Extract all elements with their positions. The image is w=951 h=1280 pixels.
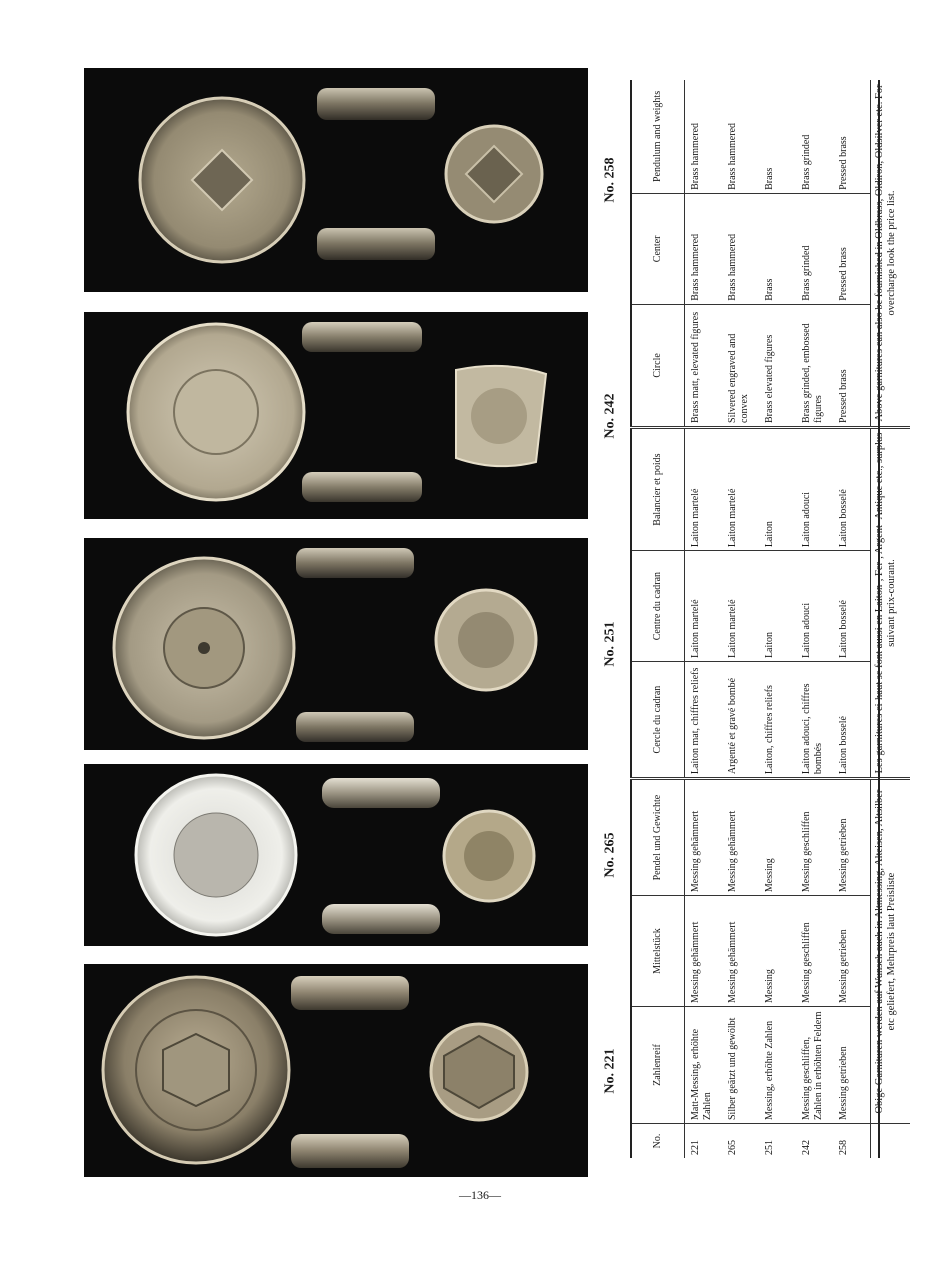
caption-242	[596, 312, 626, 519]
photo-221	[84, 964, 588, 1177]
cell-en-circle: Brass matt, elevated figures	[685, 304, 723, 427]
cell-de-pendulum: Messing gehämmert	[685, 779, 723, 896]
cell-en-pendulum: Brass grinded	[796, 80, 833, 193]
photo-258	[84, 68, 588, 292]
header-cercle: Cercle du cadran	[631, 662, 685, 779]
header-centre: Centre du cadran	[631, 551, 685, 662]
cell-de-center: Messing geschliffen	[796, 896, 833, 1007]
cell-no: 265	[727, 1140, 738, 1155]
cell-en-pendulum: Brass	[759, 80, 796, 193]
header-no: No.	[631, 1124, 685, 1158]
specification-table	[630, 80, 910, 1158]
cell-fr-pendulum: Laiton	[759, 427, 796, 550]
cell-en-circle: Brass elevated figures	[759, 304, 796, 427]
caption-265	[596, 764, 626, 946]
clock-dial-242-image	[84, 312, 588, 519]
note-english: Above garnitures can also be fournished in Oldbrass, Oldiron, Oldsilver etc. For overcharge look the price list.	[871, 80, 911, 427]
cell-de-circle: Messing getrieben	[833, 1006, 871, 1123]
specification-table-rotated	[630, 80, 898, 1158]
model-number-258: No. 258	[603, 157, 618, 203]
cell-en-center: Brass hammered	[722, 193, 759, 304]
cell-fr-circle: Laiton, chiffres reliefs	[759, 662, 796, 779]
page-number: —136—	[459, 1188, 501, 1202]
cell-de-circle: Messing geschliffen, Zahlen in erhöhten Feldern	[796, 1006, 833, 1123]
cell-de-center: Messing gehämmert	[722, 896, 759, 1007]
note-french: Les garnitures ci-haut se font aussi en Laiton-, Fer-, Argent- Antique etc., surplus suivant prix-courant.	[871, 427, 911, 778]
model-number-221: No. 221	[603, 1047, 618, 1094]
caption-221	[596, 964, 626, 1177]
clock-dial-265-image	[84, 764, 588, 946]
cell-fr-center: Laiton martelé	[722, 551, 759, 662]
cell-en-circle: Silvered engraved and convex	[722, 304, 759, 427]
cell-en-circle: Pressed brass	[833, 304, 871, 427]
cell-fr-pendulum: Laiton adouci	[796, 427, 833, 550]
cell-fr-center: Laiton adouci	[796, 551, 833, 662]
clock-dial-251-image	[84, 538, 588, 750]
cell-fr-pendulum: Laiton martelé	[685, 427, 723, 550]
header-zahlenreif: Zahlenreif	[631, 1006, 685, 1123]
cell-no: 221	[690, 1140, 701, 1155]
model-number-251: No. 251	[603, 621, 618, 667]
cell-de-center: Messing getrieben	[833, 896, 871, 1007]
cell-fr-circle: Laiton adouci, chiffres bombés	[796, 662, 833, 779]
cell-fr-circle: Laiton mat, chiffres reliefs	[685, 662, 723, 779]
header-circle: Circle	[631, 304, 685, 427]
cell-no: 258	[838, 1140, 849, 1155]
table-row	[722, 80, 759, 1158]
header-pendel: Pendel und Gewichte	[631, 779, 685, 896]
cell-en-pendulum: Brass hammered	[722, 80, 759, 193]
cell-fr-pendulum: Laiton bosselé	[833, 427, 871, 550]
cell-en-pendulum: Brass hammered	[685, 80, 723, 193]
caption-258	[596, 68, 626, 292]
cell-en-circle: Brass grinded, embossed figures	[796, 304, 833, 427]
cell-no: 251	[764, 1140, 775, 1155]
note-german: Obige Garnituren werden auf Wunsch auch in Altmessing, Alteisen, Altsilber etc geliefert, Mehrpreis laut Preisliste	[871, 779, 911, 1124]
header-pendulum: Pendulum and weights	[631, 80, 685, 193]
table-row	[796, 80, 833, 1158]
cell-no: 242	[801, 1140, 812, 1155]
photo-265	[84, 764, 588, 946]
cell-fr-center: Laiton bosselé	[833, 551, 871, 662]
table-row	[759, 80, 796, 1158]
table-row	[833, 80, 871, 1158]
cell-en-center: Brass grinded	[796, 193, 833, 304]
cell-de-circle: Messing, erhöhte Zahlen	[759, 1006, 796, 1123]
cell-en-pendulum: Pressed brass	[833, 80, 871, 193]
specification-table-wrapper	[630, 80, 898, 1158]
photo-251	[84, 538, 588, 750]
table-row	[685, 80, 723, 1158]
caption-251	[596, 538, 626, 750]
model-number-242: No. 242	[603, 392, 618, 439]
clock-dial-221-image	[84, 964, 588, 1177]
cell-en-center: Brass	[759, 193, 796, 304]
cell-de-circle: Silber geätzt und gewölbt	[722, 1006, 759, 1123]
table-header-row	[631, 80, 685, 1158]
cell-fr-pendulum: Laiton martelé	[722, 427, 759, 550]
cell-fr-center: Laiton	[759, 551, 796, 662]
model-number-265: No. 265	[603, 832, 618, 878]
clock-dial-258-image	[84, 68, 588, 292]
cell-de-center: Messing gehämmert	[685, 896, 723, 1007]
cell-en-center: Pressed brass	[833, 193, 871, 304]
cell-fr-center: Laiton martelé	[685, 551, 723, 662]
cell-de-pendulum: Messing geschliffen	[796, 779, 833, 896]
notes-row	[871, 80, 911, 1158]
notes-spacer	[871, 1124, 911, 1158]
photo-242	[84, 312, 588, 519]
table-bottom-rule	[878, 80, 880, 1158]
cell-fr-circle: Laiton bosselé	[833, 662, 871, 779]
header-mittelstueck: Mittelstück	[631, 896, 685, 1007]
cell-de-pendulum: Messing gehämmert	[722, 779, 759, 896]
cell-de-pendulum: Messing	[759, 779, 796, 896]
cell-de-pendulum: Messing getrieben	[833, 779, 871, 896]
header-center: Center	[631, 193, 685, 304]
cell-en-center: Brass hammered	[685, 193, 723, 304]
header-balancier: Balancier et poids	[631, 427, 685, 550]
cell-de-circle: Matt-Messing, erhöhte Zahlen	[685, 1006, 723, 1123]
cell-de-center: Messing	[759, 896, 796, 1007]
cell-fr-circle: Argenté et gravé bombé	[722, 662, 759, 779]
